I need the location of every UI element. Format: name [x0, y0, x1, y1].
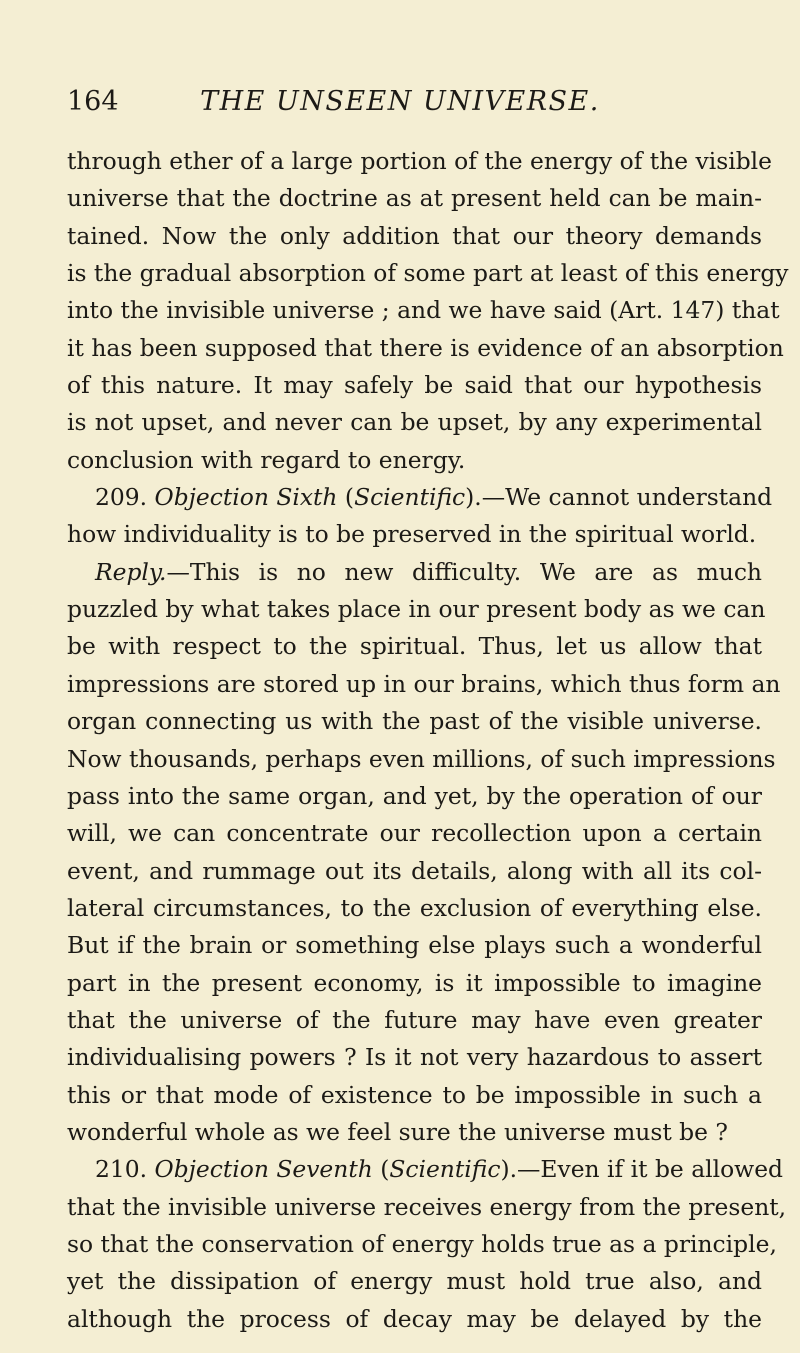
- section-210-heading-line: [67, 1151, 784, 1188]
- text-line: how individuality is to be preserved in the spiritual world.: [67, 520, 757, 549]
- text-line: Now thousands, perhaps even millions, of such impressions: [67, 744, 776, 773]
- text-line: conclusion with regard to energy.: [67, 445, 466, 474]
- section-number: 209.: [95, 483, 155, 512]
- text-line: organ connecting us with the past of the visible universe.: [67, 707, 762, 736]
- text-line: puzzled by what takes place in our present body as we can: [67, 595, 766, 624]
- text-line: part in the present economy, is it impossible to imagine: [67, 968, 762, 997]
- text-fragment: (: [372, 1155, 390, 1184]
- text-line: is not upset, and never can be upset, by any experimental: [67, 408, 762, 437]
- text-line: although the process of decay may be delayed by the: [67, 1304, 762, 1333]
- text-line: through ether of a large portion of the energy of the visible: [67, 147, 773, 175]
- text-line: this or that mode of existence to be impossible in such a: [67, 1080, 762, 1109]
- text-line: be with respect to the spiritual. Thus, let us allow that: [67, 632, 762, 661]
- objection-title: Objection Sixth: [154, 483, 338, 512]
- text-fragment: —This is no new difficulty. We are as much: [166, 557, 762, 586]
- objection-category: Scientific: [389, 1155, 501, 1184]
- text-line: pass into the same organ, and yet, by the operation of our: [67, 781, 762, 810]
- objection-title: Objection Seventh: [154, 1155, 373, 1184]
- text-fragment: ).—Even if it be allowed: [500, 1155, 784, 1184]
- running-title: THE UNSEEN UNIVERSE.: [200, 86, 600, 117]
- text-line: lateral circumstances, to the exclusion of everything else.: [67, 893, 762, 922]
- text-fragment: (: [337, 483, 355, 512]
- text-line: event, and rummage out its details, along with all its col-: [67, 856, 762, 885]
- text-line: it has been supposed that there is evidence of an absorption: [67, 333, 784, 362]
- section-209-heading-line: [67, 479, 773, 516]
- section-number: 210.: [95, 1155, 155, 1184]
- text-line: will, we can concentrate our recollection upon a certain: [67, 819, 762, 848]
- text-line: is the gradual absorption of some part at least of this energy: [67, 259, 789, 288]
- text-line: so that the conservation of energy holds true as a principle,: [67, 1229, 777, 1258]
- text-line: that the universe of the future may have even greater: [67, 1005, 762, 1034]
- reply-line: [67, 554, 762, 591]
- reply-label: Reply.: [95, 557, 167, 586]
- text-fragment: ).—We cannot understand: [465, 483, 773, 512]
- text-line: yet the dissipation of energy must hold true also, and: [67, 1267, 762, 1296]
- text-line: of this nature. It may safely be said that our hypothesis: [67, 371, 762, 400]
- page-number: 164: [67, 86, 119, 117]
- text-line: into the invisible universe ; and we have said (Art. 147) that: [67, 296, 780, 325]
- text-line: individualising powers ? Is it not very hazardous to assert: [67, 1043, 762, 1072]
- body-text: [67, 143, 789, 1338]
- objection-category: Scientific: [354, 483, 466, 512]
- page-header: [0, 82, 800, 122]
- text-line: tained. Now the only addition that our theory demands: [67, 221, 762, 250]
- text-line: wonderful whole as we feel sure the universe must be ?: [67, 1117, 728, 1146]
- text-line: But if the brain or something else plays such a wonderful: [67, 931, 762, 960]
- text-line: impressions are stored up in our brains, which thus form an: [67, 669, 781, 698]
- text-line: that the invisible universe receives energy from the present,: [67, 1192, 787, 1221]
- text-line: universe that the doctrine as at present held can be main-: [67, 184, 762, 213]
